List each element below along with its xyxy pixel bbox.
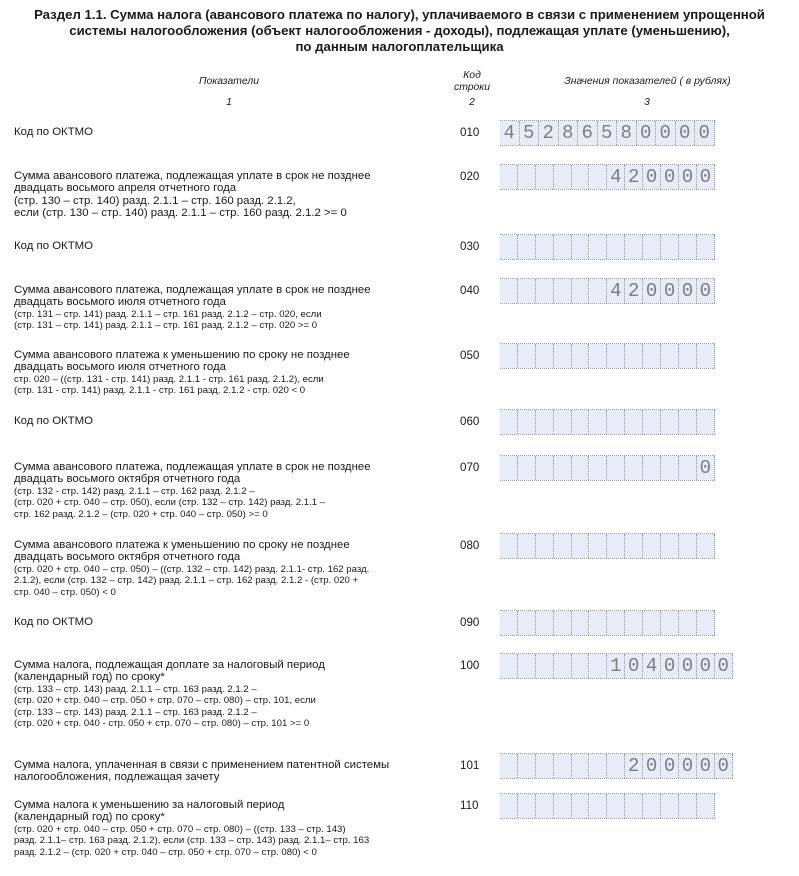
indicator-label <box>14 284 434 332</box>
value-digit-cell <box>607 794 625 818</box>
value-digit-cell <box>661 456 679 480</box>
value-digit-cell: 0 <box>697 165 715 189</box>
value-digit-cell <box>518 165 536 189</box>
line-code: 010 <box>460 126 480 139</box>
value-input[interactable] <box>500 793 715 819</box>
value-digit-cell: 0 <box>697 279 715 303</box>
value-digit-cell <box>679 534 697 558</box>
value-digit-cell: 8 <box>559 121 579 145</box>
indicator-label <box>14 240 434 252</box>
indicator-formula-line: (стр. 133 – стр. 143) разд. 2.1.1 – стр. 163 разд. 2.1.2 – <box>14 706 257 718</box>
value-digit-cell: 0 <box>643 279 661 303</box>
value-digit-cell <box>590 279 608 303</box>
indicator-label <box>14 461 434 520</box>
value-digit-cell: 8 <box>617 121 637 145</box>
value-digit-cell: 0 <box>679 754 697 778</box>
indicator-formula-line: разд. 2.1.2 – (стр. 020 + стр. 040 – стр. 050 + стр. 070 – стр. 080) < 0 <box>14 846 317 858</box>
indicator-label <box>14 170 434 219</box>
value-digit-cell <box>554 534 572 558</box>
value-digit-cell <box>661 235 679 259</box>
value-digit-cell <box>572 794 590 818</box>
indicator-label-line: Сумма авансового платежа, подлежащая уплате в срок не позднее <box>14 170 371 182</box>
indicator-label-line: двадцать восьмого апреля отчетного года <box>14 182 237 195</box>
value-digit-cell <box>590 754 608 778</box>
indicator-label-line: Сумма налога к уменьшению за налоговый период <box>14 799 285 811</box>
value-digit-cell <box>500 279 518 303</box>
indicator-label-line: налогообложения, подлежащая зачету <box>14 771 220 784</box>
indicator-label-line: двадцать восьмого июля отчетного года <box>14 296 226 309</box>
indicator-label-line: Код по ОКТМО <box>14 240 94 252</box>
value-digit-cell: 0 <box>697 654 715 678</box>
indicator-label-line: (календарный год) по сроку* <box>14 671 165 684</box>
line-code: 060 <box>460 415 480 428</box>
value-digit-cell: 0 <box>661 654 679 678</box>
value-input[interactable] <box>500 343 715 369</box>
value-digit-cell <box>661 611 679 635</box>
value-digit-cell <box>500 754 518 778</box>
indicator-label-line: (стр. 130 – стр. 140) разд. 2.1.1 – стр. 160 разд. 2.1.2, <box>14 194 296 207</box>
indicator-label <box>14 539 434 598</box>
value-digit-cell: 4 <box>607 165 625 189</box>
value-digit-cell: 0 <box>679 279 697 303</box>
indicator-formula-line: (стр. 020 + стр. 040 – стр. 050 + стр. 070 – стр. 080) – стр. 101, если <box>14 695 316 707</box>
value-digit-cell <box>590 235 608 259</box>
value-input[interactable] <box>500 409 715 435</box>
value-digit-cell <box>697 534 715 558</box>
line-code: 020 <box>460 170 480 183</box>
value-input[interactable] <box>500 533 715 559</box>
value-digit-cell: 0 <box>715 754 733 778</box>
value-digit-cell <box>536 654 554 678</box>
value-digit-cell <box>590 344 608 368</box>
value-digit-cell <box>661 794 679 818</box>
column-number-3: 3 <box>644 97 650 108</box>
indicator-label-line: Сумма авансового платежа к уменьшению по сроку не позднее <box>14 349 350 361</box>
value-input[interactable] <box>500 753 733 779</box>
value-digit-cell: 2 <box>625 165 643 189</box>
value-digit-cell <box>572 279 590 303</box>
value-digit-cell <box>607 410 625 434</box>
value-digit-cell: 0 <box>715 654 733 678</box>
line-code: 030 <box>460 240 480 253</box>
value-digit-cell <box>572 654 590 678</box>
value-digit-cell <box>554 654 572 678</box>
indicator-formula-line: 2.1.2), если (стр. 132 – стр. 142) разд. 2.1.1 – стр. 162 разд. 2.1.2 - (стр. 020 + <box>14 575 359 587</box>
indicator-formula-line: (стр. 133 – стр. 143) разд. 2.1.1 – стр. 163 разд. 2.1.2 – <box>14 683 257 695</box>
indicator-label <box>14 415 434 427</box>
value-input[interactable] <box>500 455 715 481</box>
indicator-label <box>14 616 434 628</box>
value-digit-cell <box>572 165 590 189</box>
value-input[interactable] <box>500 164 715 190</box>
column-header-code-line: строки <box>454 82 490 93</box>
indicator-label-line: двадцать восьмого июля отчетного года <box>14 361 226 374</box>
line-code: 110 <box>460 799 479 812</box>
value-digit-cell <box>590 654 608 678</box>
value-digit-cell: 0 <box>697 456 715 480</box>
indicator-label <box>14 126 434 138</box>
value-digit-cell <box>572 534 590 558</box>
value-digit-cell <box>625 611 643 635</box>
value-digit-cell <box>554 344 572 368</box>
value-digit-cell: 4 <box>643 654 661 678</box>
value-digit-cell <box>643 611 661 635</box>
value-digit-cell <box>554 456 572 480</box>
value-digit-cell <box>572 611 590 635</box>
value-digit-cell: 2 <box>625 279 643 303</box>
value-digit-cell <box>500 534 518 558</box>
value-digit-cell <box>643 344 661 368</box>
value-digit-cell <box>518 235 536 259</box>
line-code: 101 <box>460 759 480 772</box>
indicator-label <box>14 349 434 397</box>
value-digit-cell: 0 <box>625 654 643 678</box>
column-header-code-line: Код <box>463 70 481 81</box>
value-digit-cell <box>500 344 518 368</box>
indicator-formula-line: (стр. 020 + стр. 040 – стр. 050), если (стр. 132 – стр. 142) разд. 2.1.1 – <box>14 497 326 509</box>
value-digit-cell <box>518 754 536 778</box>
value-digit-cell <box>607 534 625 558</box>
value-digit-cell <box>572 235 590 259</box>
value-digit-cell <box>643 410 661 434</box>
indicator-label-line: двадцать восьмого октября отчетного года <box>14 473 241 486</box>
indicator-formula-line: стр. 020 – ((стр. 131 - стр. 141) разд. 2.1.1 - стр. 161 разд. 2.1.2), если <box>14 373 324 385</box>
value-digit-cell: 0 <box>697 754 715 778</box>
value-digit-cell <box>697 611 715 635</box>
line-code: 080 <box>460 539 480 552</box>
value-digit-cell: 0 <box>661 754 679 778</box>
value-digit-cell: 0 <box>679 165 697 189</box>
indicator-label-line: Код по ОКТМО <box>14 126 94 138</box>
line-code: 090 <box>460 616 480 629</box>
value-digit-cell: 0 <box>695 121 715 145</box>
value-digit-cell: 0 <box>643 754 661 778</box>
value-digit-cell: 0 <box>679 654 697 678</box>
indicator-formula-line: (стр. 131 – стр. 141) разд. 2.1.1 – стр. 161 разд. 2.1.2 – стр. 020, если <box>14 308 322 320</box>
value-digit-cell <box>536 794 554 818</box>
value-input[interactable] <box>500 234 715 260</box>
indicator-label <box>14 799 434 858</box>
value-digit-cell <box>536 344 554 368</box>
indicator-formula-line: стр. 162 разд. 2.1.2 – (стр. 020 + стр. 040 – стр. 050) >= 0 <box>14 508 268 520</box>
value-digit-cell: 4 <box>500 121 520 145</box>
value-digit-cell <box>607 754 625 778</box>
value-digit-cell <box>679 410 697 434</box>
value-digit-cell <box>643 534 661 558</box>
value-digit-cell <box>661 534 679 558</box>
column-header-indicators: Показатели <box>199 76 259 87</box>
value-digit-cell: 6 <box>578 121 598 145</box>
indicator-label-line: Сумма авансового платежа к уменьшению по сроку не позднее <box>14 539 350 551</box>
value-digit-cell <box>536 611 554 635</box>
value-digit-cell: 0 <box>676 121 696 145</box>
value-digit-cell: 0 <box>637 121 657 145</box>
value-digit-cell <box>500 654 518 678</box>
line-code: 040 <box>460 284 480 297</box>
value-digit-cell <box>500 611 518 635</box>
indicator-formula-line: (стр. 020 + стр. 040 - стр. 050 + стр. 070 – стр. 080) – стр. 101 >= 0 <box>14 718 310 730</box>
value-digit-cell <box>536 235 554 259</box>
value-digit-cell <box>554 235 572 259</box>
value-digit-cell <box>554 794 572 818</box>
value-digit-cell: 0 <box>661 165 679 189</box>
indicator-label-line: Сумма авансового платежа, подлежащая уплате в срок не позднее <box>14 461 371 473</box>
value-digit-cell <box>643 456 661 480</box>
value-digit-cell <box>536 165 554 189</box>
value-digit-cell <box>572 754 590 778</box>
value-input[interactable] <box>500 278 715 304</box>
value-digit-cell <box>590 410 608 434</box>
value-digit-cell <box>500 456 518 480</box>
value-digit-cell <box>554 754 572 778</box>
line-code: 070 <box>460 461 480 474</box>
value-digit-cell: 5 <box>598 121 618 145</box>
value-digit-cell <box>661 410 679 434</box>
value-digit-cell <box>590 456 608 480</box>
value-digit-cell <box>500 794 518 818</box>
value-digit-cell: 5 <box>520 121 540 145</box>
value-digit-cell <box>500 235 518 259</box>
column-number-1: 1 <box>226 97 232 108</box>
value-digit-cell <box>518 611 536 635</box>
value-digit-cell: 0 <box>656 121 676 145</box>
value-digit-cell <box>661 344 679 368</box>
value-digit-cell <box>500 410 518 434</box>
value-digit-cell: 0 <box>643 165 661 189</box>
value-digit-cell <box>572 456 590 480</box>
value-digit-cell <box>518 456 536 480</box>
value-digit-cell <box>536 410 554 434</box>
value-digit-cell <box>679 456 697 480</box>
value-digit-cell <box>590 794 608 818</box>
value-digit-cell <box>607 235 625 259</box>
value-digit-cell <box>536 754 554 778</box>
value-digit-cell <box>607 611 625 635</box>
value-digit-cell <box>572 344 590 368</box>
section-title-line: по данным налогоплательщика <box>295 39 504 54</box>
indicator-label-line: Код по ОКТМО <box>14 415 94 427</box>
value-digit-cell <box>643 794 661 818</box>
column-header-values: Значения показателей ( в рублях) <box>564 76 731 87</box>
indicator-label-line: двадцать восьмого октября отчетного года <box>14 551 241 564</box>
value-digit-cell <box>536 456 554 480</box>
value-digit-cell <box>536 279 554 303</box>
section-title-line: Раздел 1.1. Сумма налога (авансового платежа по налогу), уплачиваемого в связи с применением упрощенной <box>34 7 765 22</box>
indicator-label-line: Сумма авансового платежа, подлежащая уплате в срок не позднее <box>14 284 371 296</box>
indicator-formula-line: (стр. 131 - стр. 141) разд. 2.1.1 - стр. 161 разд. 2.1.2 - стр. 020 < 0 <box>14 385 306 397</box>
indicator-label-line: Сумма налога, подлежащая доплате за налоговый период <box>14 659 325 671</box>
value-digit-cell <box>625 410 643 434</box>
value-digit-cell: 1 <box>607 654 625 678</box>
value-digit-cell <box>679 794 697 818</box>
value-digit-cell <box>625 534 643 558</box>
value-digit-cell <box>518 654 536 678</box>
indicator-label-line: (календарный год) по сроку* <box>14 811 165 824</box>
column-header-code <box>437 70 507 94</box>
value-digit-cell <box>590 165 608 189</box>
indicator-formula-line: (стр. 020 + стр. 040 – стр. 050) – ((стр. 132 – стр. 142) разд. 2.1.1- стр. 162 разд. <box>14 563 370 575</box>
value-digit-cell <box>554 410 572 434</box>
value-digit-cell <box>518 534 536 558</box>
indicator-label <box>14 759 434 784</box>
value-digit-cell <box>590 611 608 635</box>
value-digit-cell <box>679 235 697 259</box>
indicator-label-line: если (стр. 130 – стр. 140) разд. 2.1.1 – стр. 160 разд. 2.1.2 >= 0 <box>14 206 347 219</box>
indicator-label-line: Код по ОКТМО <box>14 616 94 628</box>
value-digit-cell <box>625 456 643 480</box>
value-digit-cell <box>679 611 697 635</box>
value-input[interactable] <box>500 120 715 146</box>
value-digit-cell: 2 <box>539 121 559 145</box>
value-digit-cell <box>679 344 697 368</box>
value-digit-cell <box>697 344 715 368</box>
value-digit-cell <box>518 344 536 368</box>
value-digit-cell: 0 <box>661 279 679 303</box>
value-digit-cell <box>625 794 643 818</box>
value-digit-cell <box>697 794 715 818</box>
indicator-label <box>14 659 434 730</box>
value-digit-cell <box>554 611 572 635</box>
indicator-formula-line: разд. 2.1.1– стр. 163 разд. 2.1.2), если (стр. 133 – стр. 143) разд. 2.1.1– стр. 163 <box>14 835 370 847</box>
value-digit-cell <box>518 794 536 818</box>
value-digit-cell <box>500 165 518 189</box>
value-digit-cell <box>697 235 715 259</box>
value-digit-cell <box>536 534 554 558</box>
indicator-formula-line: (стр. 132 - стр. 142) разд. 2.1.1 – стр. 162 разд. 2.1.2 – <box>14 485 255 497</box>
value-digit-cell <box>625 344 643 368</box>
value-digit-cell <box>554 279 572 303</box>
value-digit-cell <box>518 410 536 434</box>
value-input[interactable] <box>500 610 715 636</box>
line-code: 050 <box>460 349 480 362</box>
value-input[interactable] <box>500 653 733 679</box>
value-digit-cell <box>607 456 625 480</box>
indicator-formula-line: (стр. 131 – стр. 141) разд. 2.1.1 – стр. 161 разд. 2.1.2 – стр. 020 >= 0 <box>14 320 318 332</box>
value-digit-cell <box>590 534 608 558</box>
value-digit-cell: 4 <box>607 279 625 303</box>
section-title-line: системы налогообложения (объект налогообложения - доходы), подлежащая уплате (уменьшению), <box>69 23 730 38</box>
section-title <box>0 7 799 55</box>
line-code: 100 <box>460 659 480 672</box>
value-digit-cell <box>554 165 572 189</box>
indicator-label-line: Сумма налога, уплаченная в связи с применением патентной системы <box>14 759 390 771</box>
indicator-formula-line: стр. 040 – стр. 050) < 0 <box>14 586 116 598</box>
value-digit-cell <box>643 235 661 259</box>
column-number-2: 2 <box>469 97 475 108</box>
indicator-formula-line: (стр. 020 + стр. 040 – стр. 050 + стр. 070 – стр. 080) – ((стр. 133 – стр. 143) <box>14 823 346 835</box>
value-digit-cell: 2 <box>625 754 643 778</box>
value-digit-cell <box>518 279 536 303</box>
value-digit-cell <box>572 410 590 434</box>
value-digit-cell <box>625 235 643 259</box>
value-digit-cell <box>607 344 625 368</box>
value-digit-cell <box>697 410 715 434</box>
